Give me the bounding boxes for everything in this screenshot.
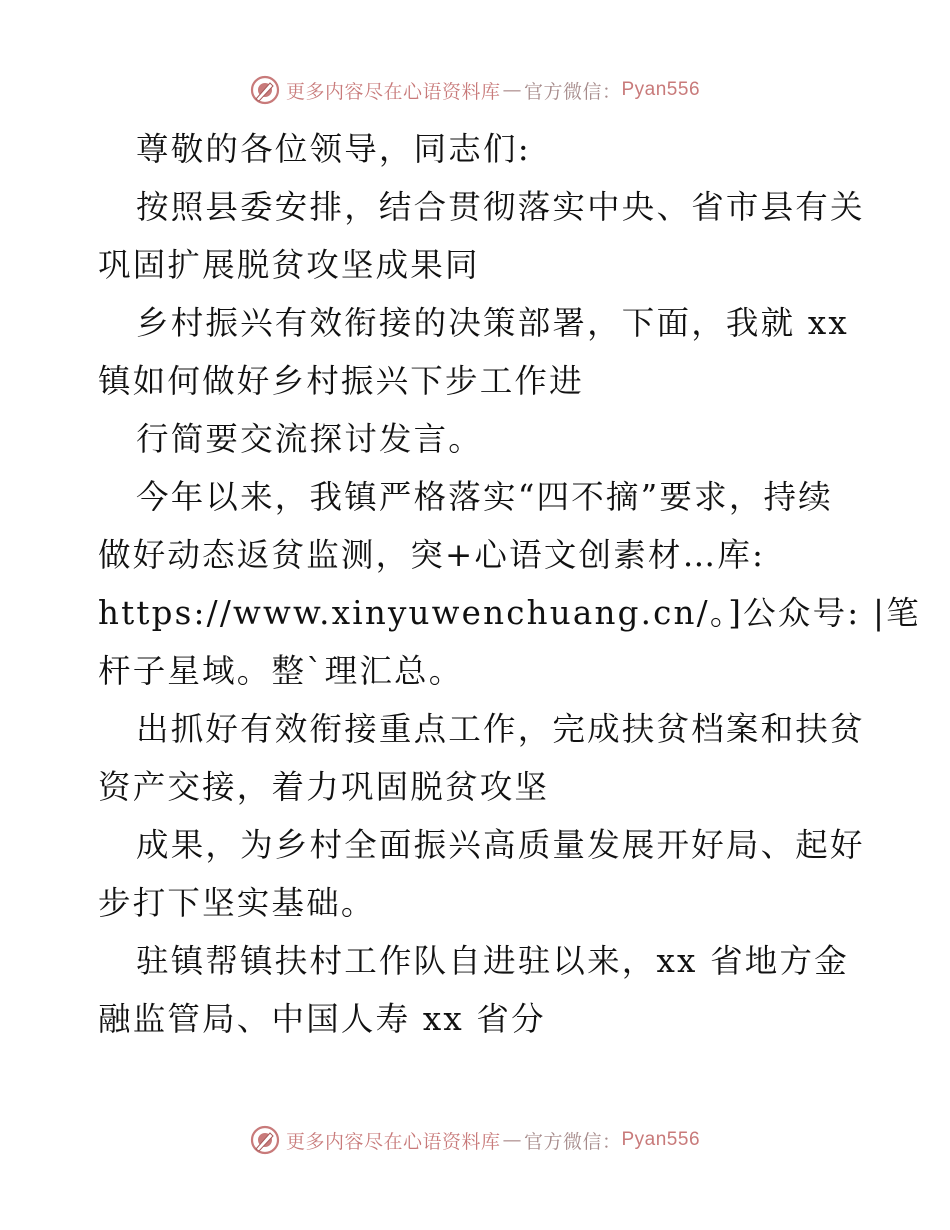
text-line: 资产交接，着力巩固脱贫攻坚 (98, 768, 550, 806)
watermark-wechat-label: 官方微信： (523, 80, 622, 103)
text-line: 尊敬的各位领导，同志们: (136, 130, 531, 168)
quill-seal-icon (250, 1125, 280, 1155)
text-line: 杆子星域。整`理汇总。 (98, 652, 464, 690)
watermark-brand: 更多内容尽在心语资料库 (285, 1130, 501, 1153)
text-line: 做好动态返贫监测，突+心语文创素材…库: (98, 536, 766, 574)
text-line: 巩固扩展脱贫攻坚成果同 (98, 246, 480, 284)
watermark-dash: — (502, 1129, 522, 1151)
text-line: 镇如何做好乡村振兴下步工作进 (98, 362, 584, 400)
text-line: 驻镇帮镇扶村工作队自进驻以来，xx 省地方金 (136, 942, 849, 980)
text-line: 乡村振兴有效衔接的决策部署，下面，我就 xx (136, 304, 849, 342)
watermark-brand: 更多内容尽在心语资料库 (285, 80, 501, 103)
text-line: 融监管局、中国人寿 xx 省分 (98, 1000, 546, 1038)
text-line: https://www.xinyuwenchuang.cn/。]公众号: |笔 (98, 594, 921, 632)
watermark-wechat-id: Pyan556 (621, 79, 701, 100)
quill-seal-icon (250, 75, 280, 105)
text-line: 成果，为乡村全面振兴高质量发展开好局、起好 (136, 826, 865, 864)
text-line: 行简要交流探讨发言。 (136, 420, 484, 458)
document-body (98, 120, 921, 1048)
watermark-dash: — (502, 79, 522, 101)
text-line: 按照县委安排，结合贯彻落实中央、省市县有关 (136, 188, 865, 226)
footer-watermark (0, 1120, 950, 1160)
watermark-wechat-label: 官方微信： (523, 1130, 622, 1153)
text-line: 步打下坚实基础。 (98, 884, 376, 922)
header-watermark (0, 70, 950, 110)
text-line: 出抓好有效衔接重点工作，完成扶贫档案和扶贫 (136, 710, 865, 748)
text-line: 今年以来，我镇严格落实“四不摘”要求，持续 (136, 478, 833, 516)
watermark-wechat-id: Pyan556 (621, 1129, 701, 1150)
